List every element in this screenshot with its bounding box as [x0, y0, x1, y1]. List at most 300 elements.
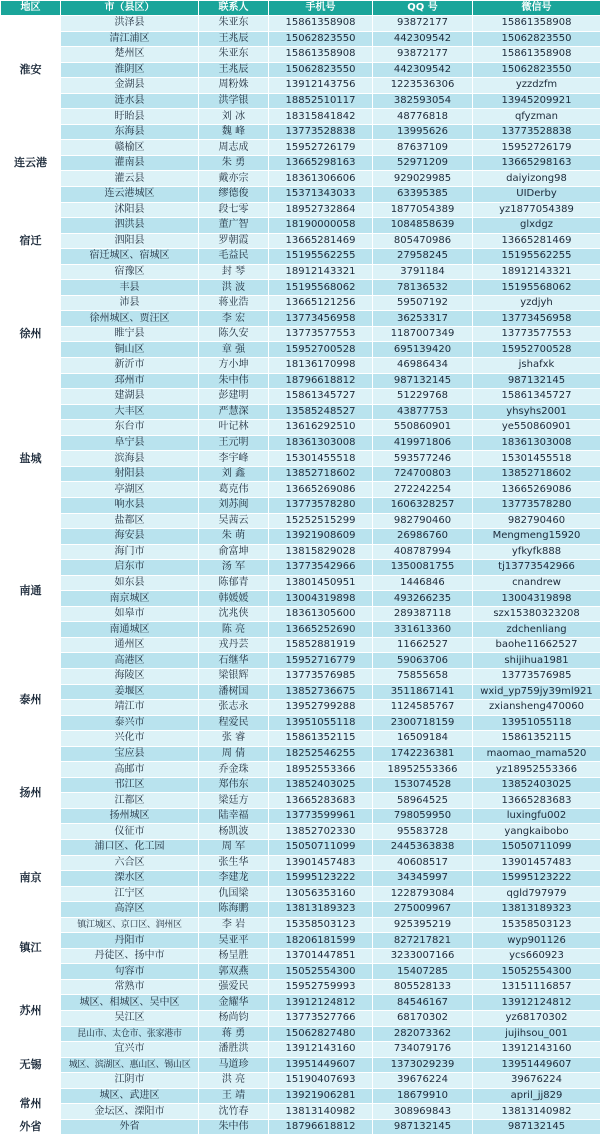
qq-cell: 2445363838 — [373, 839, 473, 855]
phone-cell: 13951055118 — [269, 715, 373, 731]
wechat-cell: ycs660923 — [473, 948, 600, 964]
phone-cell: 15861352115 — [269, 731, 373, 747]
city-cell: 丹阳市 — [61, 933, 199, 949]
table-row — [1, 1042, 600, 1058]
wechat-cell: jshafxk — [473, 358, 600, 374]
table-row — [1, 808, 600, 824]
region-cell: 淮安 — [1, 16, 61, 125]
phone-cell: 13852736675 — [269, 684, 373, 700]
contact-cell: 张生华 — [199, 855, 269, 871]
wechat-cell: 13665281469 — [473, 233, 600, 249]
table-row — [1, 606, 600, 622]
table-row — [1, 560, 600, 576]
table-row — [1, 358, 600, 374]
qq-cell: 982790460 — [373, 513, 473, 529]
city-cell: 泰兴市 — [61, 715, 199, 731]
qq-cell: 63395385 — [373, 187, 473, 203]
contact-cell: 刘苏闽 — [199, 497, 269, 513]
wechat-cell: zxiansheng470060 — [473, 700, 600, 716]
table-row — [1, 964, 600, 980]
table-row — [1, 1088, 600, 1104]
contact-cell: 王 靖 — [199, 1088, 269, 1104]
qq-cell: 34345997 — [373, 871, 473, 887]
contact-cell: 潘胜洪 — [199, 1042, 269, 1058]
table-row — [1, 653, 600, 669]
wechat-cell: 13852403025 — [473, 777, 600, 793]
wechat-cell: yfkyfk888 — [473, 544, 600, 560]
wechat-cell: 15952700528 — [473, 342, 600, 358]
phone-cell: 13921908609 — [269, 529, 373, 545]
table-row — [1, 684, 600, 700]
phone-cell: 15852881919 — [269, 637, 373, 653]
qq-cell: 58964525 — [373, 793, 473, 809]
table-row — [1, 1119, 600, 1135]
wechat-cell: 987132145 — [473, 373, 600, 389]
phone-cell: 15371343033 — [269, 187, 373, 203]
table-row — [1, 466, 600, 482]
wechat-cell: 13773576985 — [473, 668, 600, 684]
contact-cell: 张 睿 — [199, 731, 269, 747]
contact-cell: 周 倩 — [199, 746, 269, 762]
wechat-cell: 13773578280 — [473, 497, 600, 513]
phone-cell: 13912124812 — [269, 995, 373, 1011]
qq-cell: 1877054389 — [373, 202, 473, 218]
phone-cell: 13665269086 — [269, 482, 373, 498]
city-cell: 盐都区 — [61, 513, 199, 529]
table-row — [1, 124, 600, 140]
qq-cell: 1124585767 — [373, 700, 473, 716]
qq-cell: 1228793084 — [373, 886, 473, 902]
contact-cell: 朱中伟 — [199, 1119, 269, 1135]
qq-cell: 827217821 — [373, 933, 473, 949]
region-cell: 泰州 — [1, 653, 61, 746]
city-cell: 江都区 — [61, 793, 199, 809]
contact-cell: 朱 萌 — [199, 529, 269, 545]
qq-cell: 36253317 — [373, 311, 473, 327]
contact-cell: 郭双燕 — [199, 964, 269, 980]
contact-cell: 朱亚东 — [199, 47, 269, 63]
city-cell: 姜堰区 — [61, 684, 199, 700]
contact-cell: 朱亚东 — [199, 16, 269, 32]
contact-cell: 韩媛媛 — [199, 591, 269, 607]
qq-cell: 93872177 — [373, 47, 473, 63]
contact-cell: 陈海鹏 — [199, 902, 269, 918]
qq-cell: 493266235 — [373, 591, 473, 607]
table-row — [1, 435, 600, 451]
phone-cell: 13912143160 — [269, 1042, 373, 1058]
table-row — [1, 249, 600, 265]
table-row — [1, 1104, 600, 1120]
contact-cell: 吴亚平 — [199, 933, 269, 949]
table-row — [1, 62, 600, 78]
city-cell: 浦口区、化工园 — [61, 839, 199, 855]
table-row — [1, 575, 600, 591]
table-row — [1, 513, 600, 529]
qq-cell: 51229768 — [373, 389, 473, 405]
table-row — [1, 342, 600, 358]
phone-cell: 13773578280 — [269, 497, 373, 513]
qq-cell: 724700803 — [373, 466, 473, 482]
contact-cell: 周 军 — [199, 839, 269, 855]
phone-cell: 13813140982 — [269, 1104, 373, 1120]
city-cell: 如东县 — [61, 575, 199, 591]
contact-cell: 彭建明 — [199, 389, 269, 405]
table-row — [1, 933, 600, 949]
contact-cell: 马道珍 — [199, 1057, 269, 1073]
contact-cell: 梁银辉 — [199, 668, 269, 684]
region-cell: 无锡 — [1, 1042, 61, 1089]
qq-cell: 84546167 — [373, 995, 473, 1011]
qq-cell: 75855658 — [373, 668, 473, 684]
wechat-cell: yzdjyh — [473, 295, 600, 311]
table-row — [1, 762, 600, 778]
phone-cell: 18252546255 — [269, 746, 373, 762]
contact-cell: 杨呈胜 — [199, 948, 269, 964]
table-row — [1, 529, 600, 545]
wechat-cell: ye550860901 — [473, 420, 600, 436]
contact-cell: 李建龙 — [199, 871, 269, 887]
table-row — [1, 280, 600, 296]
city-cell: 泗洪县 — [61, 218, 199, 234]
phone-cell: 18852510117 — [269, 93, 373, 109]
qq-cell: 419971806 — [373, 435, 473, 451]
region-cell: 盐城 — [1, 389, 61, 529]
contact-cell: 陈 亮 — [199, 622, 269, 638]
qq-cell: 15407285 — [373, 964, 473, 980]
table-row — [1, 31, 600, 47]
phone-cell: 13665252690 — [269, 622, 373, 638]
wechat-cell: 987132145 — [473, 1119, 600, 1135]
phone-cell: 15050711099 — [269, 839, 373, 855]
qq-cell: 442309542 — [373, 62, 473, 78]
wechat-cell: 13813140982 — [473, 1104, 600, 1120]
wechat-cell: 15050711099 — [473, 839, 600, 855]
table-header-row — [1, 1, 600, 16]
table-row — [1, 544, 600, 560]
table-row — [1, 917, 600, 933]
wechat-cell: cnandrew — [473, 575, 600, 591]
city-cell: 南京城区 — [61, 591, 199, 607]
phone-cell: 18315841842 — [269, 109, 373, 125]
table-row — [1, 482, 600, 498]
phone-cell: 13773527766 — [269, 1011, 373, 1027]
qq-cell: 1187007349 — [373, 326, 473, 342]
wechat-cell: 15195562255 — [473, 249, 600, 265]
wechat-cell: 13665283683 — [473, 793, 600, 809]
phone-cell: 15861358908 — [269, 47, 373, 63]
contact-cell: 缪德俊 — [199, 187, 269, 203]
phone-cell: 13852702330 — [269, 824, 373, 840]
city-cell: 连云港城区 — [61, 187, 199, 203]
phone-cell: 15952700528 — [269, 342, 373, 358]
contact-cell: 葛克伟 — [199, 482, 269, 498]
wechat-cell: 13945209921 — [473, 93, 600, 109]
city-cell: 泗阳县 — [61, 233, 199, 249]
contact-cell: 吴茜云 — [199, 513, 269, 529]
city-cell: 丹徒区、扬中市 — [61, 948, 199, 964]
header-region: 地区 — [1, 1, 61, 16]
table-row — [1, 746, 600, 762]
city-cell: 吴江区 — [61, 1011, 199, 1027]
wechat-cell: 13665298163 — [473, 155, 600, 171]
table-row — [1, 637, 600, 653]
phone-cell: 15861358908 — [269, 16, 373, 32]
city-cell: 金坛区、溧阳市 — [61, 1104, 199, 1120]
contact-cell: 张志永 — [199, 700, 269, 716]
qq-cell: 550860901 — [373, 420, 473, 436]
qq-cell: 59063706 — [373, 653, 473, 669]
wechat-cell: yz1877054389 — [473, 202, 600, 218]
qq-cell: 1223536306 — [373, 78, 473, 94]
region-cell: 南通 — [1, 529, 61, 653]
phone-cell: 15195562255 — [269, 249, 373, 265]
city-cell: 建湖县 — [61, 389, 199, 405]
phone-cell: 13815829028 — [269, 544, 373, 560]
wechat-cell: 13773577553 — [473, 326, 600, 342]
city-cell: 南通城区 — [61, 622, 199, 638]
phone-cell: 13852718602 — [269, 466, 373, 482]
contact-cell: 杨尚钧 — [199, 1011, 269, 1027]
qq-cell: 87637109 — [373, 140, 473, 156]
wechat-cell: yzzdzfm — [473, 78, 600, 94]
phone-cell: 13813189323 — [269, 902, 373, 918]
city-cell: 仪征市 — [61, 824, 199, 840]
contact-cell: 王元明 — [199, 435, 269, 451]
city-cell: 启东市 — [61, 560, 199, 576]
wechat-cell: 13951055118 — [473, 715, 600, 731]
table-row — [1, 420, 600, 436]
contact-cell: 段七零 — [199, 202, 269, 218]
contact-cell: 郑伟东 — [199, 777, 269, 793]
phone-cell: 13773576985 — [269, 668, 373, 684]
phone-cell: 13773599961 — [269, 808, 373, 824]
qq-cell: 1446846 — [373, 575, 473, 591]
wechat-cell: 15301455518 — [473, 451, 600, 467]
region-cell: 徐州 — [1, 280, 61, 389]
contact-cell: 洪 波 — [199, 280, 269, 296]
city-cell: 溧水区 — [61, 871, 199, 887]
table-row — [1, 1026, 600, 1042]
contact-cell: 叶记林 — [199, 420, 269, 436]
wechat-cell: baohe11662527 — [473, 637, 600, 653]
phone-cell: 18206181599 — [269, 933, 373, 949]
table-row — [1, 731, 600, 747]
qq-cell: 43877753 — [373, 404, 473, 420]
wechat-cell: wxid_yp759jy39ml921 — [473, 684, 600, 700]
contact-cell: 刘 鑫 — [199, 466, 269, 482]
qq-cell: 26986760 — [373, 529, 473, 545]
city-cell: 睢宁县 — [61, 326, 199, 342]
qq-cell: 805528133 — [373, 979, 473, 995]
phone-cell: 15252515299 — [269, 513, 373, 529]
city-cell: 扬州城区 — [61, 808, 199, 824]
phone-cell: 15995123222 — [269, 871, 373, 887]
phone-cell: 18361303008 — [269, 435, 373, 451]
phone-cell: 18912143321 — [269, 264, 373, 280]
contact-cell: 汤 军 — [199, 560, 269, 576]
qq-cell: 1742236381 — [373, 746, 473, 762]
qq-cell: 289387118 — [373, 606, 473, 622]
contact-cell: 戴亦宗 — [199, 171, 269, 187]
city-cell: 东海县 — [61, 124, 199, 140]
qq-cell: 39676224 — [373, 1073, 473, 1089]
phone-cell: 15952716779 — [269, 653, 373, 669]
wechat-cell: 13813189323 — [473, 902, 600, 918]
phone-cell: 15358503123 — [269, 917, 373, 933]
contact-cell: 王兆辰 — [199, 31, 269, 47]
qq-cell: 11662527 — [373, 637, 473, 653]
phone-cell: 18190000058 — [269, 218, 373, 234]
qq-cell: 13995626 — [373, 124, 473, 140]
wechat-cell: UIDerby — [473, 187, 600, 203]
city-cell: 大丰区 — [61, 404, 199, 420]
header-qq: QQ 号 — [373, 1, 473, 16]
qq-cell: 1350081755 — [373, 560, 473, 576]
contact-cell: 陆幸福 — [199, 808, 269, 824]
wechat-cell: 13004319898 — [473, 591, 600, 607]
city-cell: 东台市 — [61, 420, 199, 436]
qq-cell: 93872177 — [373, 16, 473, 32]
city-cell: 海门市 — [61, 544, 199, 560]
city-cell: 宜兴市 — [61, 1042, 199, 1058]
contact-cell: 洪学银 — [199, 93, 269, 109]
qq-cell: 3233007166 — [373, 948, 473, 964]
qq-cell: 1084858639 — [373, 218, 473, 234]
phone-cell: 18796618812 — [269, 373, 373, 389]
contact-cell: 沈兆侠 — [199, 606, 269, 622]
wechat-cell: 15062823550 — [473, 62, 600, 78]
contact-cell: 梁廷方 — [199, 793, 269, 809]
qq-cell: 1373029239 — [373, 1057, 473, 1073]
phone-cell: 13665281469 — [269, 233, 373, 249]
contact-cell: 蒋 勇 — [199, 1026, 269, 1042]
table-row — [1, 793, 600, 809]
contact-cell: 朱 勇 — [199, 155, 269, 171]
contact-cell: 洪 亮 — [199, 1073, 269, 1089]
region-cell: 南京 — [1, 839, 61, 917]
city-cell: 六合区 — [61, 855, 199, 871]
city-cell: 涟水县 — [61, 93, 199, 109]
table-row — [1, 497, 600, 513]
qq-cell: 331613360 — [373, 622, 473, 638]
wechat-cell: 13912143160 — [473, 1042, 600, 1058]
phone-cell: 13901457483 — [269, 855, 373, 871]
city-cell: 射阳县 — [61, 466, 199, 482]
qq-cell: 929029985 — [373, 171, 473, 187]
qq-cell: 442309542 — [373, 31, 473, 47]
table-row — [1, 1057, 600, 1073]
wechat-cell: szx15380323208 — [473, 606, 600, 622]
phone-cell: 15062823550 — [269, 62, 373, 78]
city-cell: 沛县 — [61, 295, 199, 311]
qq-cell: 3791184 — [373, 264, 473, 280]
city-cell: 海陵区 — [61, 668, 199, 684]
contact-cell: 蒋业浩 — [199, 295, 269, 311]
wechat-cell: 13773456958 — [473, 311, 600, 327]
qq-cell: 2300718159 — [373, 715, 473, 731]
contact-cell: 周志成 — [199, 140, 269, 156]
phone-cell: 15301455518 — [269, 451, 373, 467]
city-cell: 赣榆区 — [61, 140, 199, 156]
wechat-cell: 15861358908 — [473, 16, 600, 32]
qq-cell: 695139420 — [373, 342, 473, 358]
wechat-cell: glxdgz — [473, 218, 600, 234]
phone-cell: 15052554300 — [269, 964, 373, 980]
table-body — [1, 16, 600, 1135]
qq-cell: 18952553366 — [373, 762, 473, 778]
city-cell: 阜宁县 — [61, 435, 199, 451]
table-row — [1, 109, 600, 125]
contact-cell: 戎丹芸 — [199, 637, 269, 653]
phone-cell: 13056353160 — [269, 886, 373, 902]
wechat-cell: Mengmeng15920 — [473, 529, 600, 545]
city-cell: 清江浦区 — [61, 31, 199, 47]
wechat-cell: 13665269086 — [473, 482, 600, 498]
phone-cell: 18361306606 — [269, 171, 373, 187]
contact-cell: 魏 峰 — [199, 124, 269, 140]
phone-cell: 18361305600 — [269, 606, 373, 622]
table-row — [1, 264, 600, 280]
contact-cell: 陈郁青 — [199, 575, 269, 591]
region-cell: 宿迁 — [1, 202, 61, 280]
qq-cell: 153074528 — [373, 777, 473, 793]
city-cell: 城区、武进区 — [61, 1088, 199, 1104]
city-cell: 如皋市 — [61, 606, 199, 622]
table-row — [1, 202, 600, 218]
contact-cell: 王兆辰 — [199, 62, 269, 78]
table-row — [1, 451, 600, 467]
qq-cell: 27958245 — [373, 249, 473, 265]
city-cell: 城区、滨湖区、惠山区、锡山区 — [61, 1057, 199, 1073]
wechat-cell: 15861352115 — [473, 731, 600, 747]
qq-cell: 18679910 — [373, 1088, 473, 1104]
contact-cell: 程爱民 — [199, 715, 269, 731]
city-cell: 高淳区 — [61, 902, 199, 918]
qq-cell: 275009967 — [373, 902, 473, 918]
city-cell: 灌云县 — [61, 171, 199, 187]
wechat-cell: tj13773542966 — [473, 560, 600, 576]
wechat-cell: 13773528838 — [473, 124, 600, 140]
city-cell: 外省 — [61, 1119, 199, 1135]
phone-cell: 13773528838 — [269, 124, 373, 140]
qq-cell: 46986434 — [373, 358, 473, 374]
contact-cell: 李宇峰 — [199, 451, 269, 467]
region-cell: 苏州 — [1, 979, 61, 1041]
contact-cell: 潘树国 — [199, 684, 269, 700]
table-row — [1, 233, 600, 249]
qq-cell: 382593054 — [373, 93, 473, 109]
city-cell: 徐州城区、贾汪区 — [61, 311, 199, 327]
city-cell: 江阴市 — [61, 1073, 199, 1089]
contact-cell: 朱中伟 — [199, 373, 269, 389]
wechat-cell: luxingfu002 — [473, 808, 600, 824]
table-row — [1, 1073, 600, 1089]
wechat-cell: 13852718602 — [473, 466, 600, 482]
wechat-cell: wyp901126 — [473, 933, 600, 949]
city-cell: 丰县 — [61, 280, 199, 296]
city-cell: 靖江市 — [61, 700, 199, 716]
table-row — [1, 155, 600, 171]
phone-cell: 13665121256 — [269, 295, 373, 311]
table-row — [1, 979, 600, 995]
phone-cell: 18952553366 — [269, 762, 373, 778]
city-cell: 邗江区 — [61, 777, 199, 793]
city-cell: 金湖县 — [61, 78, 199, 94]
table-row — [1, 855, 600, 871]
wechat-cell: 15861345727 — [473, 389, 600, 405]
city-cell: 城区、相城区、吴中区 — [61, 995, 199, 1011]
table-row — [1, 948, 600, 964]
